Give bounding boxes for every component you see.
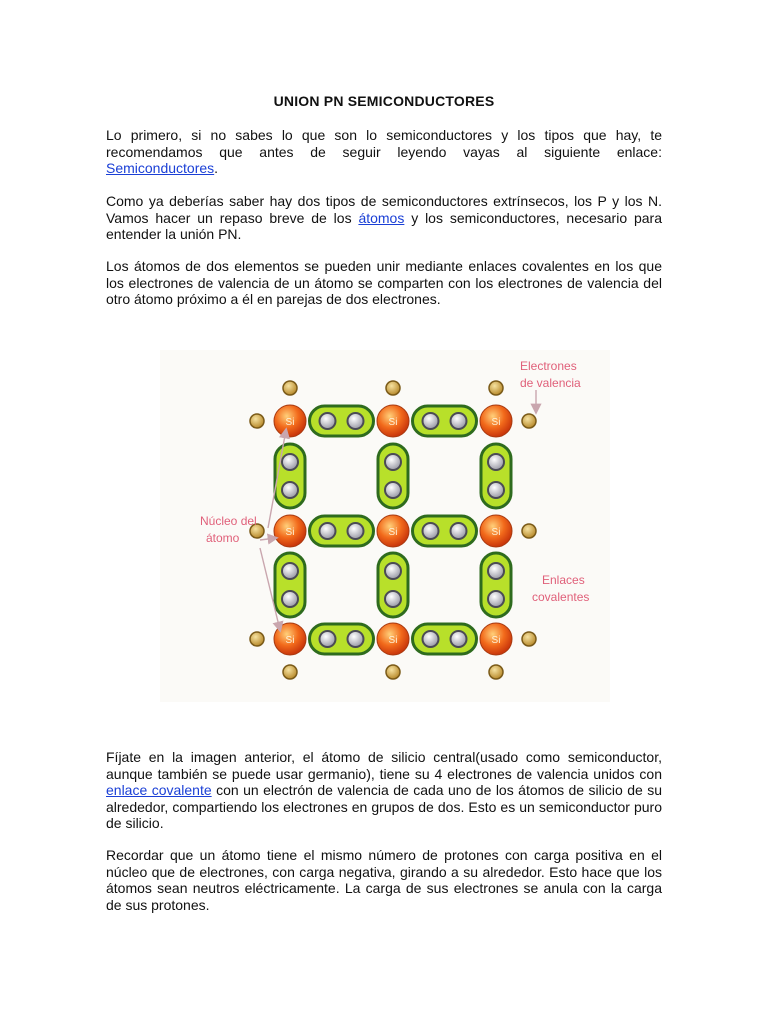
outer-electron-right-2 (522, 632, 536, 646)
outer-electron-left-2 (250, 632, 264, 646)
paragraph-explanation-text-b: con un electrón de valencia de cada uno de los átomos de silicio de su alrededor, compartiendo los electrones en grupos de dos. Esto es un semiconductor puro de silicio. (106, 782, 663, 831)
paragraph-explanation (106, 749, 662, 832)
outer-electron-top-0 (283, 381, 297, 395)
shared-electron (282, 591, 298, 607)
outer-electron-top-1 (386, 381, 400, 395)
atom-symbol: Si (388, 417, 398, 428)
atomos-link[interactable]: átomos (358, 209, 405, 226)
shared-electron (385, 591, 401, 607)
nucleus-label-line2: átomo (206, 531, 240, 545)
shared-electron (348, 523, 364, 539)
silicon-lattice-figure (160, 350, 610, 702)
bond-h-r0-c0 (310, 406, 374, 436)
shared-electron (282, 563, 298, 579)
shared-electron (320, 631, 336, 647)
outer-electron-right-1 (522, 524, 536, 538)
bond-v-c1-r0 (378, 444, 408, 508)
bonds-label-line1: Enlaces (542, 573, 585, 587)
bond-v-c2-r1 (481, 553, 511, 617)
atom-symbol: Si (491, 635, 501, 646)
shared-electron (385, 454, 401, 470)
atom-nucleus-0-1 (377, 405, 409, 437)
shared-electron (348, 413, 364, 429)
paragraph-intro (106, 127, 662, 177)
shared-electron (423, 631, 439, 647)
paragraph-neutral: Recordar que un átomo tiene el mismo número de protones con carga positiva en el núcleo que de electrones, con carga negativa, girando a su alrededor. Esto hace que los átomos sean neutros eléctricamente. La carga de sus electrones se anula con la carga de sus protones. (106, 847, 662, 913)
bond-h-r0-c1 (413, 406, 477, 436)
shared-electron (385, 563, 401, 579)
shared-electron (488, 482, 504, 498)
shared-electron (385, 482, 401, 498)
paragraph-intro-text: Lo primero, si no sabes lo que son lo semiconductores y los tipos que hay, te recomendamos que antes de seguir leyendo vayas al siguiente enlace: (106, 127, 662, 160)
outer-electron-left-0 (250, 414, 264, 428)
atom-symbol: Si (285, 635, 295, 646)
outer-electron-top-2 (489, 381, 503, 395)
paragraph-types-text-a: Como ya deberías saber hay dos tipos de semiconductores extrínsecos, los P y los N. Vamos hacer un repaso breve de los (106, 193, 662, 226)
atom-nucleus-0-0 (274, 405, 306, 437)
shared-electron (320, 523, 336, 539)
bond-v-c0-r0 (275, 444, 305, 508)
atom-symbol: Si (388, 635, 398, 646)
paragraph-bonds: Los átomos de dos elementos se pueden unir mediante enlaces covalentes en los que los electrones de valencia de un átomo se comparten con los electrones de valencia del otro átomo próximo a él en parejas de dos electrones. (106, 258, 662, 307)
paragraph-types (106, 193, 662, 243)
silicon-lattice-diagram (160, 350, 610, 702)
bond-v-c2-r0 (481, 444, 511, 508)
shared-electron (488, 591, 504, 607)
outer-electron-bottom-1 (386, 665, 400, 679)
outer-electron-bottom-2 (489, 665, 503, 679)
atom-nucleus-2-1 (377, 623, 409, 655)
atom-nucleus-1-1 (377, 515, 409, 547)
atom-symbol: Si (491, 527, 501, 538)
paragraph-types-text-b: y los semiconductores, necesario para entender la unión PN. (106, 209, 662, 242)
shared-electron (423, 413, 439, 429)
paragraph-explanation-text-a: Fíjate en la imagen anterior, el átomo de silicio central(usado como semiconductor, aunque también se puede usar germanio), tiene su 4 electrones de valencia unidos con (106, 749, 662, 782)
shared-electron (282, 454, 298, 470)
shared-electron (423, 523, 439, 539)
shared-electron (348, 631, 364, 647)
atom-symbol: Si (285, 417, 295, 428)
atom-symbol: Si (285, 527, 295, 538)
outer-electron-right-0 (522, 414, 536, 428)
atom-nucleus-1-2 (480, 515, 512, 547)
bond-h-r1-c0 (310, 516, 374, 546)
bond-h-r2-c1 (413, 624, 477, 654)
nucleus-label-line1: Núcleo del (200, 514, 257, 528)
shared-electron (451, 413, 467, 429)
shared-electron (488, 454, 504, 470)
shared-electron (320, 413, 336, 429)
bonds-label-line2: covalentes (532, 590, 590, 604)
electrons-label-line1: Electrones (520, 359, 577, 373)
outer-electron-bottom-0 (283, 665, 297, 679)
enlace-covalente-link[interactable]: enlace covalente (106, 782, 212, 798)
shared-electron (282, 482, 298, 498)
semiconductores-link[interactable]: Semiconductores (106, 160, 215, 176)
bond-h-r1-c1 (413, 516, 477, 546)
shared-electron (488, 563, 504, 579)
bond-h-r2-c0 (310, 624, 374, 654)
page-title: UNION PN SEMICONDUCTORES (273, 93, 495, 109)
electrons-label-line2: de valencia (520, 376, 581, 390)
shared-electron (451, 631, 467, 647)
shared-electron (451, 523, 467, 539)
atom-symbol: Si (388, 527, 398, 538)
atom-nucleus-1-0 (274, 515, 306, 547)
bond-v-c1-r1 (378, 553, 408, 617)
atom-nucleus-2-2 (480, 623, 512, 655)
atom-symbol: Si (491, 417, 501, 428)
paragraph-intro-tail: . (214, 160, 219, 176)
bond-v-c0-r1 (275, 553, 305, 617)
atom-nucleus-0-2 (480, 405, 512, 437)
